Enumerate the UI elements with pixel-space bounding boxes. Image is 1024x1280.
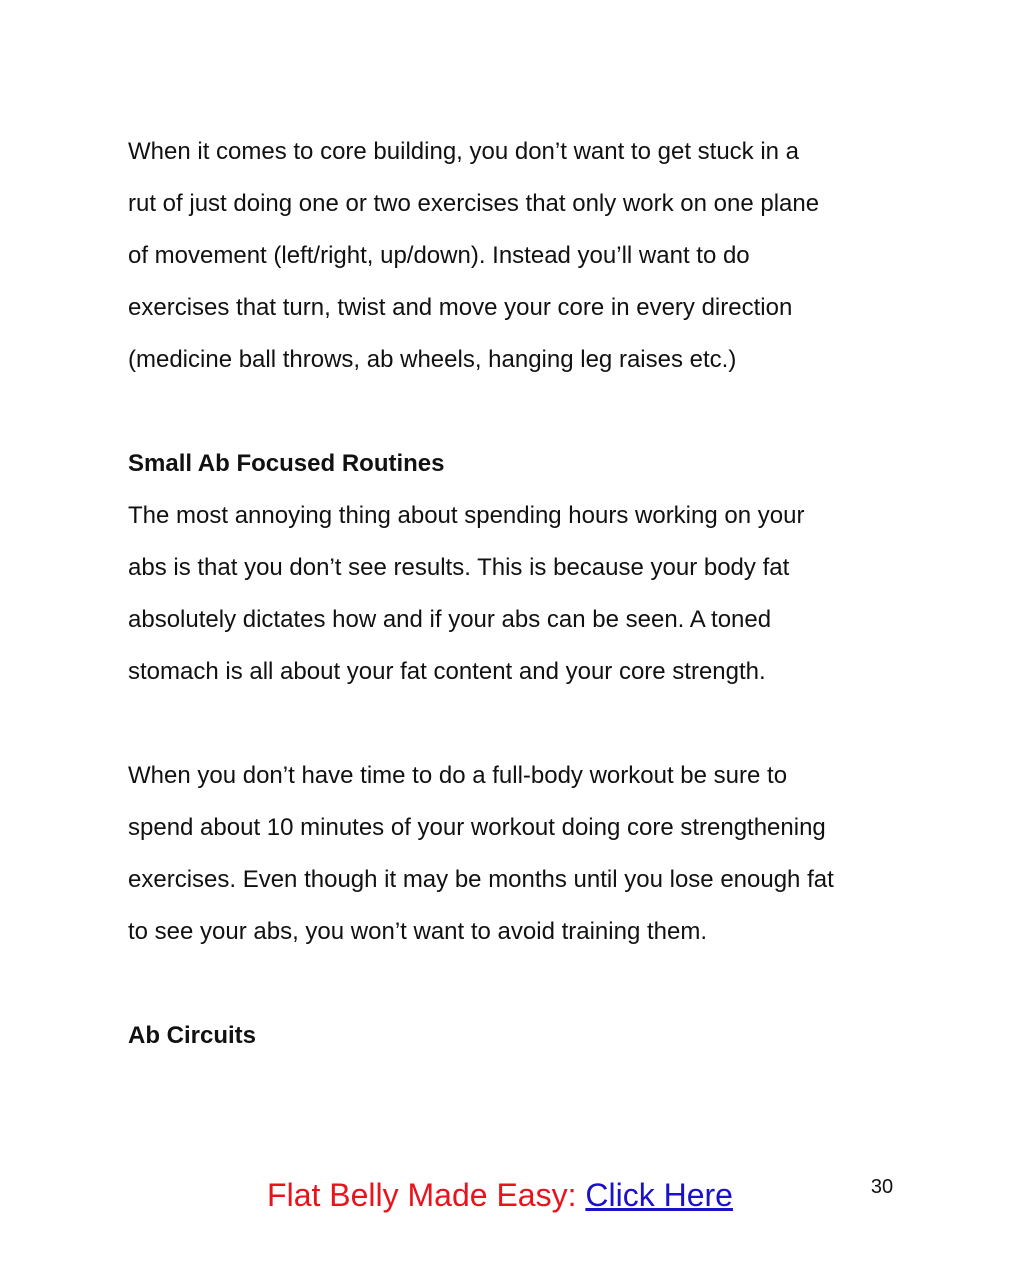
document-body <box>128 126 928 1062</box>
section-heading-small-ab-routines: Small Ab Focused Routines <box>128 450 445 477</box>
page-number: 30 <box>870 1176 894 1198</box>
text-line: (medicine ball throws, ab wheels, hanging leg raises etc.) <box>128 346 737 373</box>
text-line: to see your abs, you won’t want to avoid training them. <box>128 918 707 945</box>
paragraph-full-body-workout <box>128 750 928 958</box>
click-here-link[interactable]: Click Here <box>585 1177 733 1213</box>
paragraph-spacer <box>128 386 928 438</box>
paragraph-annoying-thing <box>128 490 928 698</box>
text-line: of movement (left/right, up/down). Instead you’ll want to do <box>128 242 750 269</box>
paragraph-spacer <box>128 698 928 750</box>
text-line: spend about 10 minutes of your workout doing core strengthening <box>128 814 826 841</box>
text-line: exercises that turn, twist and move your core in every direction <box>128 294 793 321</box>
text-line: exercises. Even though it may be months until you lose enough fat <box>128 866 834 893</box>
text-line: The most annoying thing about spending hours working on your <box>128 502 805 529</box>
footer-promo-text: Flat Belly Made Easy: <box>267 1177 586 1213</box>
text-line: rut of just doing one or two exercises that only work on one plane <box>128 190 820 217</box>
text-line: abs is that you don’t see results. This is because your body fat <box>128 554 790 581</box>
text-line: stomach is all about your fat content and your core strength. <box>128 658 766 685</box>
paragraph-spacer <box>128 958 928 1010</box>
text-line: When it comes to core building, you don’t want to get stuck in a <box>128 138 800 165</box>
section-heading-ab-circuits: Ab Circuits <box>128 1022 257 1049</box>
text-line: absolutely dictates how and if your abs can be seen. A toned <box>128 606 772 633</box>
paragraph-core-building <box>128 126 928 386</box>
footer-promo <box>0 1172 1000 1218</box>
text-line: When you don’t have time to do a full-body workout be sure to <box>128 762 788 789</box>
